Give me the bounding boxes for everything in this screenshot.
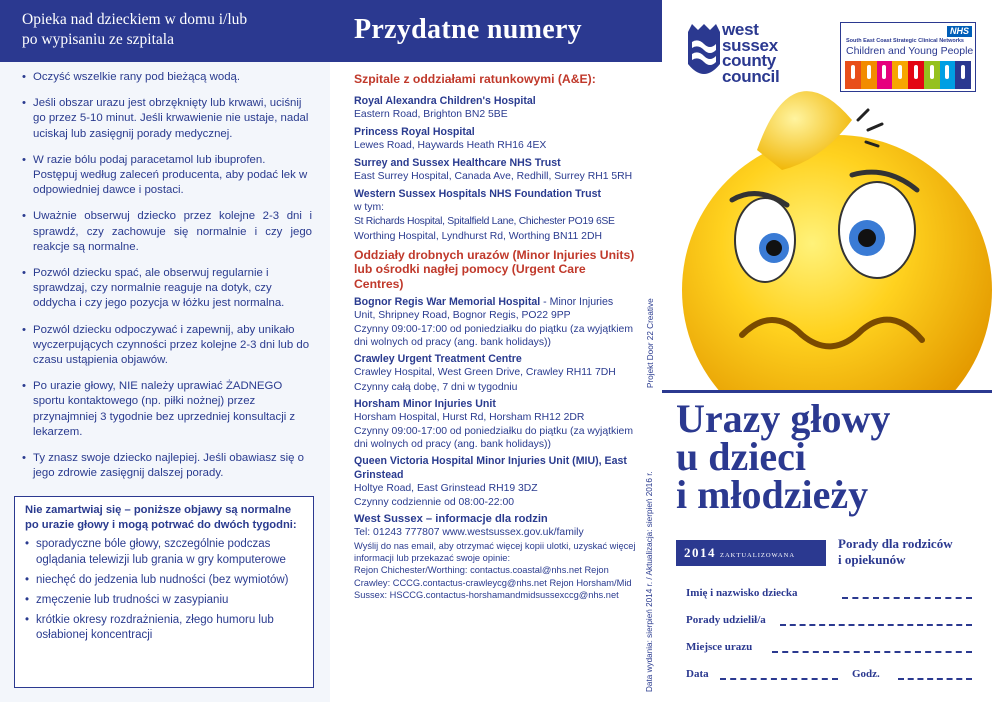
unit-hours: Czynny 09:00-17:00 od poniedziałku do piątku (za wyjątkiem dni wolnych od pracy (ang. bank holidays)) <box>354 425 633 450</box>
hospital-name: Royal Alexandra Children's Hospital <box>354 94 536 107</box>
form-label-child-name: Imię i nazwisko dziecka <box>686 587 798 599</box>
form-field-child-name[interactable] <box>842 597 972 599</box>
unit-name: Queen Victoria Hospital Minor Injuries Unit (MIU), East Grinstead <box>354 454 627 481</box>
unit-name: Crawley Urgent Treatment Centre <box>354 353 522 366</box>
symptom-item: • sporadyczne bóle głowy, szczególnie podczas oglądania telewizji lub grania w gry komputerowe <box>25 537 305 567</box>
ae-section-title: Szpitale z oddziałami ratunkowymi (A&E): <box>354 72 596 86</box>
symptom-item: • niechęć do jedzenia lub nudności (bez wymiotów) <box>25 573 305 588</box>
design-credit-vertical: Projekt Door 22 Creative <box>646 298 655 388</box>
care-item: • Ty znasz swoje dziecko najlepiej. Jeśli obawiasz się o jego zdrowie zasięgnij dalszej porady. <box>22 451 312 481</box>
care-item: • Jeśli obszar urazu jest obrzęknięty lub krwawi, uciśnij go przez 5-10 minut. Jeśli krwawienie nie ustaje, nadal uciskaj lub zasięgnij porady medycznej. <box>22 96 312 142</box>
symptom-item: • krótkie okresy rozdrażnienia, złego humoru lub osłabionej koncentracji <box>25 613 305 643</box>
left-header <box>0 0 330 62</box>
children-figures-icon <box>845 61 971 89</box>
minor-unit-entry <box>354 295 636 349</box>
advice-line: Porady dla rodziców <box>838 536 953 551</box>
advice-subtitle <box>838 536 953 568</box>
form-field-date[interactable] <box>720 678 838 680</box>
title-line: Urazy głowy <box>676 396 891 441</box>
hospital-name: Princess Royal Hospital <box>354 125 475 138</box>
unit-address: Crawley Hospital, West Green Drive, Crawley RH11 7DH <box>354 367 616 379</box>
hospital-address: Lewes Road, Haywards Heath RH16 4EX <box>354 139 547 151</box>
form-field-place[interactable] <box>772 651 972 653</box>
worried-smiley-icon <box>662 90 992 390</box>
unit-hours: Czynny 09:00-17:00 od poniedziałku do piątku (za wyjątkiem dni wolnych od pracy (ang. bank holidays)) <box>354 324 633 349</box>
useful-numbers-header: Przydatne numery <box>330 0 662 62</box>
form-field-advisor[interactable] <box>780 624 972 626</box>
care-item: • Oczyść wszelkie rany pod bieżącą wodą. <box>22 70 312 85</box>
form-label-place: Miejsce urazu <box>686 641 753 653</box>
left-panel <box>0 0 330 702</box>
hospital-entry <box>354 94 636 122</box>
form-label-advisor: Porady udzielił/a <box>686 614 766 626</box>
form-label-date: Data <box>686 668 709 680</box>
leaflet-title <box>676 396 891 517</box>
nhs-network-label: South East Coast Strategic Clinical Networks <box>846 38 964 44</box>
hospital-entry <box>354 187 636 244</box>
nhs-badge: NHS <box>947 26 972 37</box>
title-line: u dzieci <box>676 434 806 479</box>
logo-word: county <box>722 51 776 70</box>
unit-name <box>354 295 636 309</box>
care-item: • Pozwól dziecku odpoczywać i zapewnij, aby unikało wyczerpujących czynności przez kolejne 2-3 dni lub do czasu ustąpienia objawów. <box>22 323 312 369</box>
minor-unit-entry <box>354 454 636 509</box>
logo-word: west <box>722 20 759 39</box>
logo-word: sussex <box>722 35 778 55</box>
issue-date-vertical: Data wydania: sierpień 2014 r. / Aktualizacja: sierpień 2016 r. <box>645 471 654 692</box>
hospital-name: Surrey and Sussex Healthcare NHS Trust <box>354 156 561 169</box>
updated-badge <box>676 540 826 566</box>
hospital-address: East Surrey Hospital, Canada Ave, Redhill, Surrey RH1 5RH <box>354 170 633 182</box>
hospital-address: w tym: <box>354 202 385 214</box>
logo-word: council <box>722 66 780 86</box>
unit-hours: Czynny całą dobę, 7 dni w tygodniu <box>354 381 518 393</box>
normal-symptoms-box <box>14 496 314 688</box>
hospital-address: Eastern Road, Brighton BN2 5BE <box>354 108 508 120</box>
nhs-cyp-label: Children and Young People <box>846 45 974 57</box>
symptom-item: • zmęczenie lub trudności w zasypianiu <box>25 593 305 608</box>
hospital-address: St Richards Hospital, Spitalfield Lane, Chichester PO19 6SE <box>354 216 615 228</box>
hospital-entry <box>354 156 636 184</box>
unit-address: Horsham Hospital, Hurst Rd, Horsham RH12 2DR <box>354 411 585 423</box>
left-header-line1: Opieka nad dzieckiem w domu i/lub <box>22 11 248 28</box>
minor-unit-entry <box>354 352 636 393</box>
minor-injuries-title: Oddziały drobnych urazów (Minor Injuries Units) lub ośrodki nagłej pomocy (Urgent Care Centres) <box>354 247 635 291</box>
unit-name-text: Bognor Regis War Memorial Hospital <box>354 296 541 309</box>
wscc-logo-text <box>722 22 779 84</box>
badge-updated: ZAKTUALIZOWANA <box>720 552 796 559</box>
unit-name: Horsham Minor Injuries Unit <box>354 397 496 410</box>
left-header-line2: po wypisaniu ze szpitala <box>22 31 174 48</box>
divider-line <box>662 390 992 393</box>
care-item: • W razie bólu podaj paracetamol lub ibuprofen. Postępuj według zaleceń producenta, aby podać lek w odpowiedniej dawce i postaci. <box>22 153 312 199</box>
minor-unit-entry <box>354 397 636 451</box>
west-sussex-info-title: West Sussex – informacje dla rodzin <box>354 513 548 526</box>
form-label-time: Godz. <box>852 668 880 680</box>
hospital-name: Western Sussex Hospitals NHS Foundation Trust <box>354 188 602 201</box>
care-item: • Uważnie obserwuj dziecko przez kolejne 2-3 dni i sprawdź, czy zachowuje się normalnie i czy jego reakcje są normalne. <box>22 209 312 255</box>
nhs-cyp-logo <box>840 22 976 92</box>
useful-numbers-panel <box>354 72 636 601</box>
hospital-entry <box>354 125 636 153</box>
unit-address: Unit, Shripney Road, Bognor Regis, PO22 9PP <box>354 310 571 322</box>
care-item: • Po urazie głowy, NIE należy uprawiać ŻADNEGO sportu kontaktowego (np. piłki nożnej) przez przynajmniej 3 tygodnie bez uprzedniej konsultacji z lekarzem. <box>22 379 312 440</box>
west-sussex-email-note: Wyślij do nas email, aby otrzymać więcej kopii ulotki, uzyskać więcej informacji lub przekazać swoje opinie: <box>354 541 636 564</box>
title-line: i młodzieży <box>676 472 869 517</box>
normal-symptoms-title: Nie zamartwiaj się – poniższe objawy są normalne po urazie głowy i mogą potrwać do dwóch tygodni: <box>25 504 297 532</box>
care-item: • Pozwól dziecku spać, ale obserwuj regularnie i sprawdzaj, czy normalnie reaguje na dotyk, czy oddycha i czy jego pozycja w łóżku jest normalna. <box>22 266 312 312</box>
normal-symptoms-list <box>25 537 305 643</box>
badge-year: 2014 <box>684 545 716 560</box>
west-sussex-phone: Tel: 01243 777807 www.westsussex.gov.uk/family <box>354 527 584 539</box>
form-field-time[interactable] <box>898 678 972 680</box>
west-sussex-contacts: Rejon Chichester/Worthing: contactus.coastal@nhs.net Rejon Crawley: CCCG.contactus-crawleycg@nhs.net Rejon Horsham/Mid Sussex: HSCCG.contactus-horshamandmidsussexccg@nhs.net <box>354 565 632 600</box>
hospital-address: Worthing Hospital, Lyndhurst Rd, Worthing BN11 2DH <box>354 230 602 242</box>
unit-address: Holtye Road, East Grinstead RH19 3DZ <box>354 482 538 494</box>
unit-name-extra: - Minor Injuries <box>540 296 614 309</box>
advice-line: i opiekunów <box>838 552 906 567</box>
unit-hours: Czynny codziennie od 08:00-22:00 <box>354 497 515 509</box>
care-instructions-list <box>22 70 312 481</box>
